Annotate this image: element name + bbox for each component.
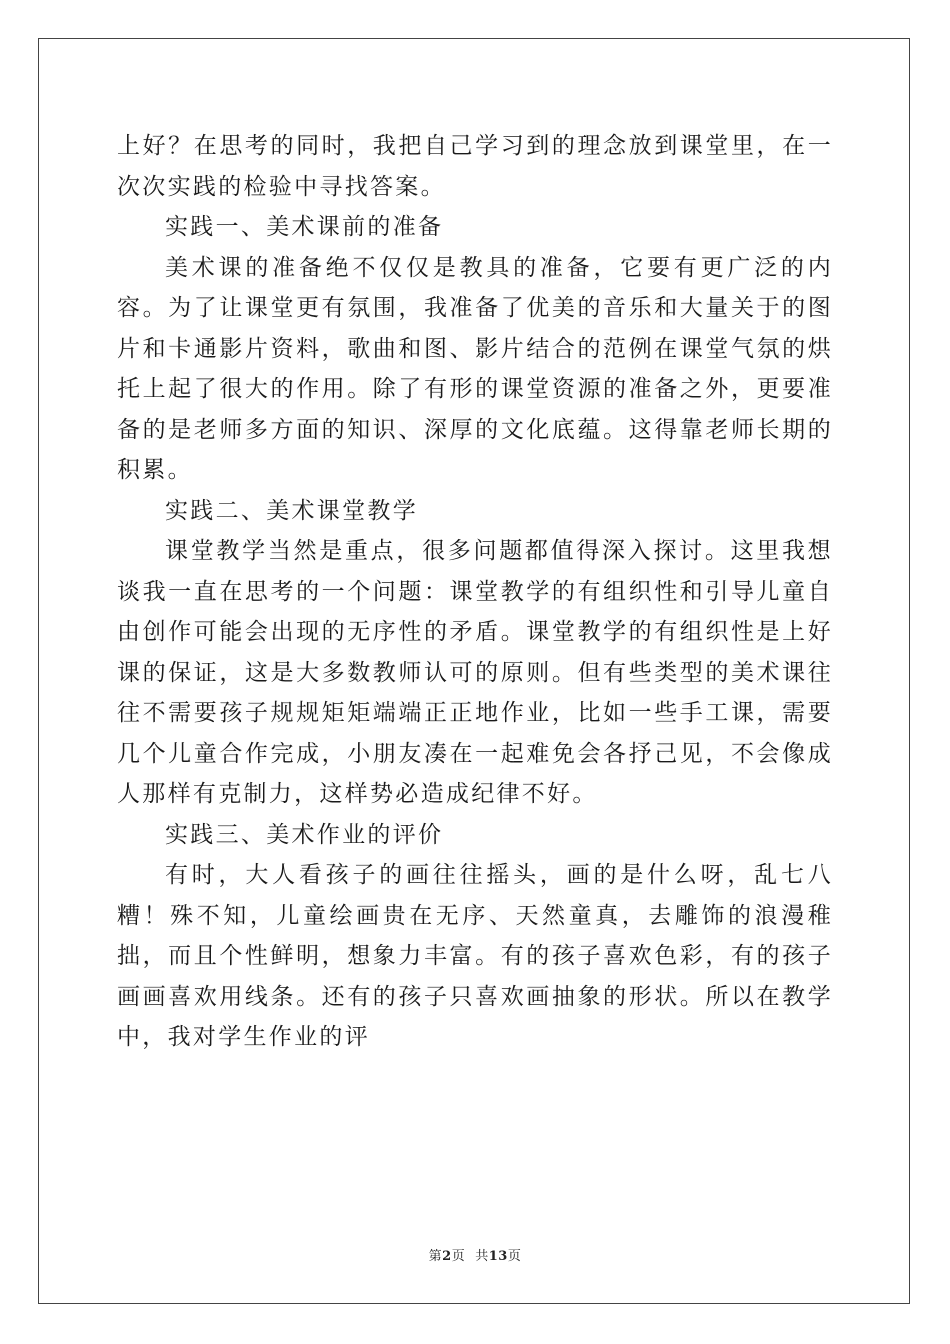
- paragraph: 美术课的准备绝不仅仅是教具的准备，它要有更广泛的内容。为了让课堂更有氛围，我准备了优美的音乐和大量关于的图片和卡通影片资料，歌曲和图、影片结合的范例在课堂气氛的烘托上起了很大的作用。除了有形的课堂资源的准备之外，更要准备的是老师多方面的知识、深厚的文化底蕴。这得靠老师长期的积累。: [117, 254, 833, 483]
- footer-page-suffix: 页: [451, 1249, 466, 1264]
- section-heading: 实践一、美术课前的准备: [165, 214, 444, 240]
- total-page-count: 13: [488, 1249, 508, 1264]
- paragraph: 有时，大人看孩子的画往往摇头，画的是什么呀，乱七八糟！殊不知，儿童绘画贵在无序、天然童真，去雕饰的浪漫稚拙，而且个性鲜明，想象力丰富。有的孩子喜欢色彩，有的孩子画画喜欢用线条。还有的孩子只喜欢画抽象的形状。所以在教学中，我对学生作业的评: [117, 862, 833, 1050]
- paragraph: 课堂教学当然是重点，很多问题都值得深入探讨。这里我想谈我一直在思考的一个问题：课堂教学的有组织性和引导儿童自由创作可能会出现的无序性的矛盾。课堂教学的有组织性是上好课的保证，这是大多数教师认可的原则。但有些类型的美术课往往不需要孩子规规矩矩端端正正地作业，比如一些手工课，需要几个儿童合作完成，小朋友凑在一起难免会各抒己见，不会像成人那样有克制力，这样势必造成纪律不好。: [117, 538, 833, 807]
- footer-total-prefix: 共: [475, 1249, 489, 1264]
- page-footer: [0, 1245, 950, 1264]
- paragraph: 上好？在思考的同时，我把自己学习到的理念放到课堂里，在一次次实践的检验中寻找答案。: [117, 133, 833, 200]
- document-body: [117, 126, 833, 1058]
- footer-prefix: 第: [428, 1249, 443, 1264]
- section-heading: 实践三、美术作业的评价: [165, 821, 444, 848]
- footer-total-suffix: 页: [507, 1249, 522, 1264]
- section-heading: 实践二、美术课堂教学: [165, 497, 418, 524]
- current-page-number: 2: [442, 1249, 452, 1264]
